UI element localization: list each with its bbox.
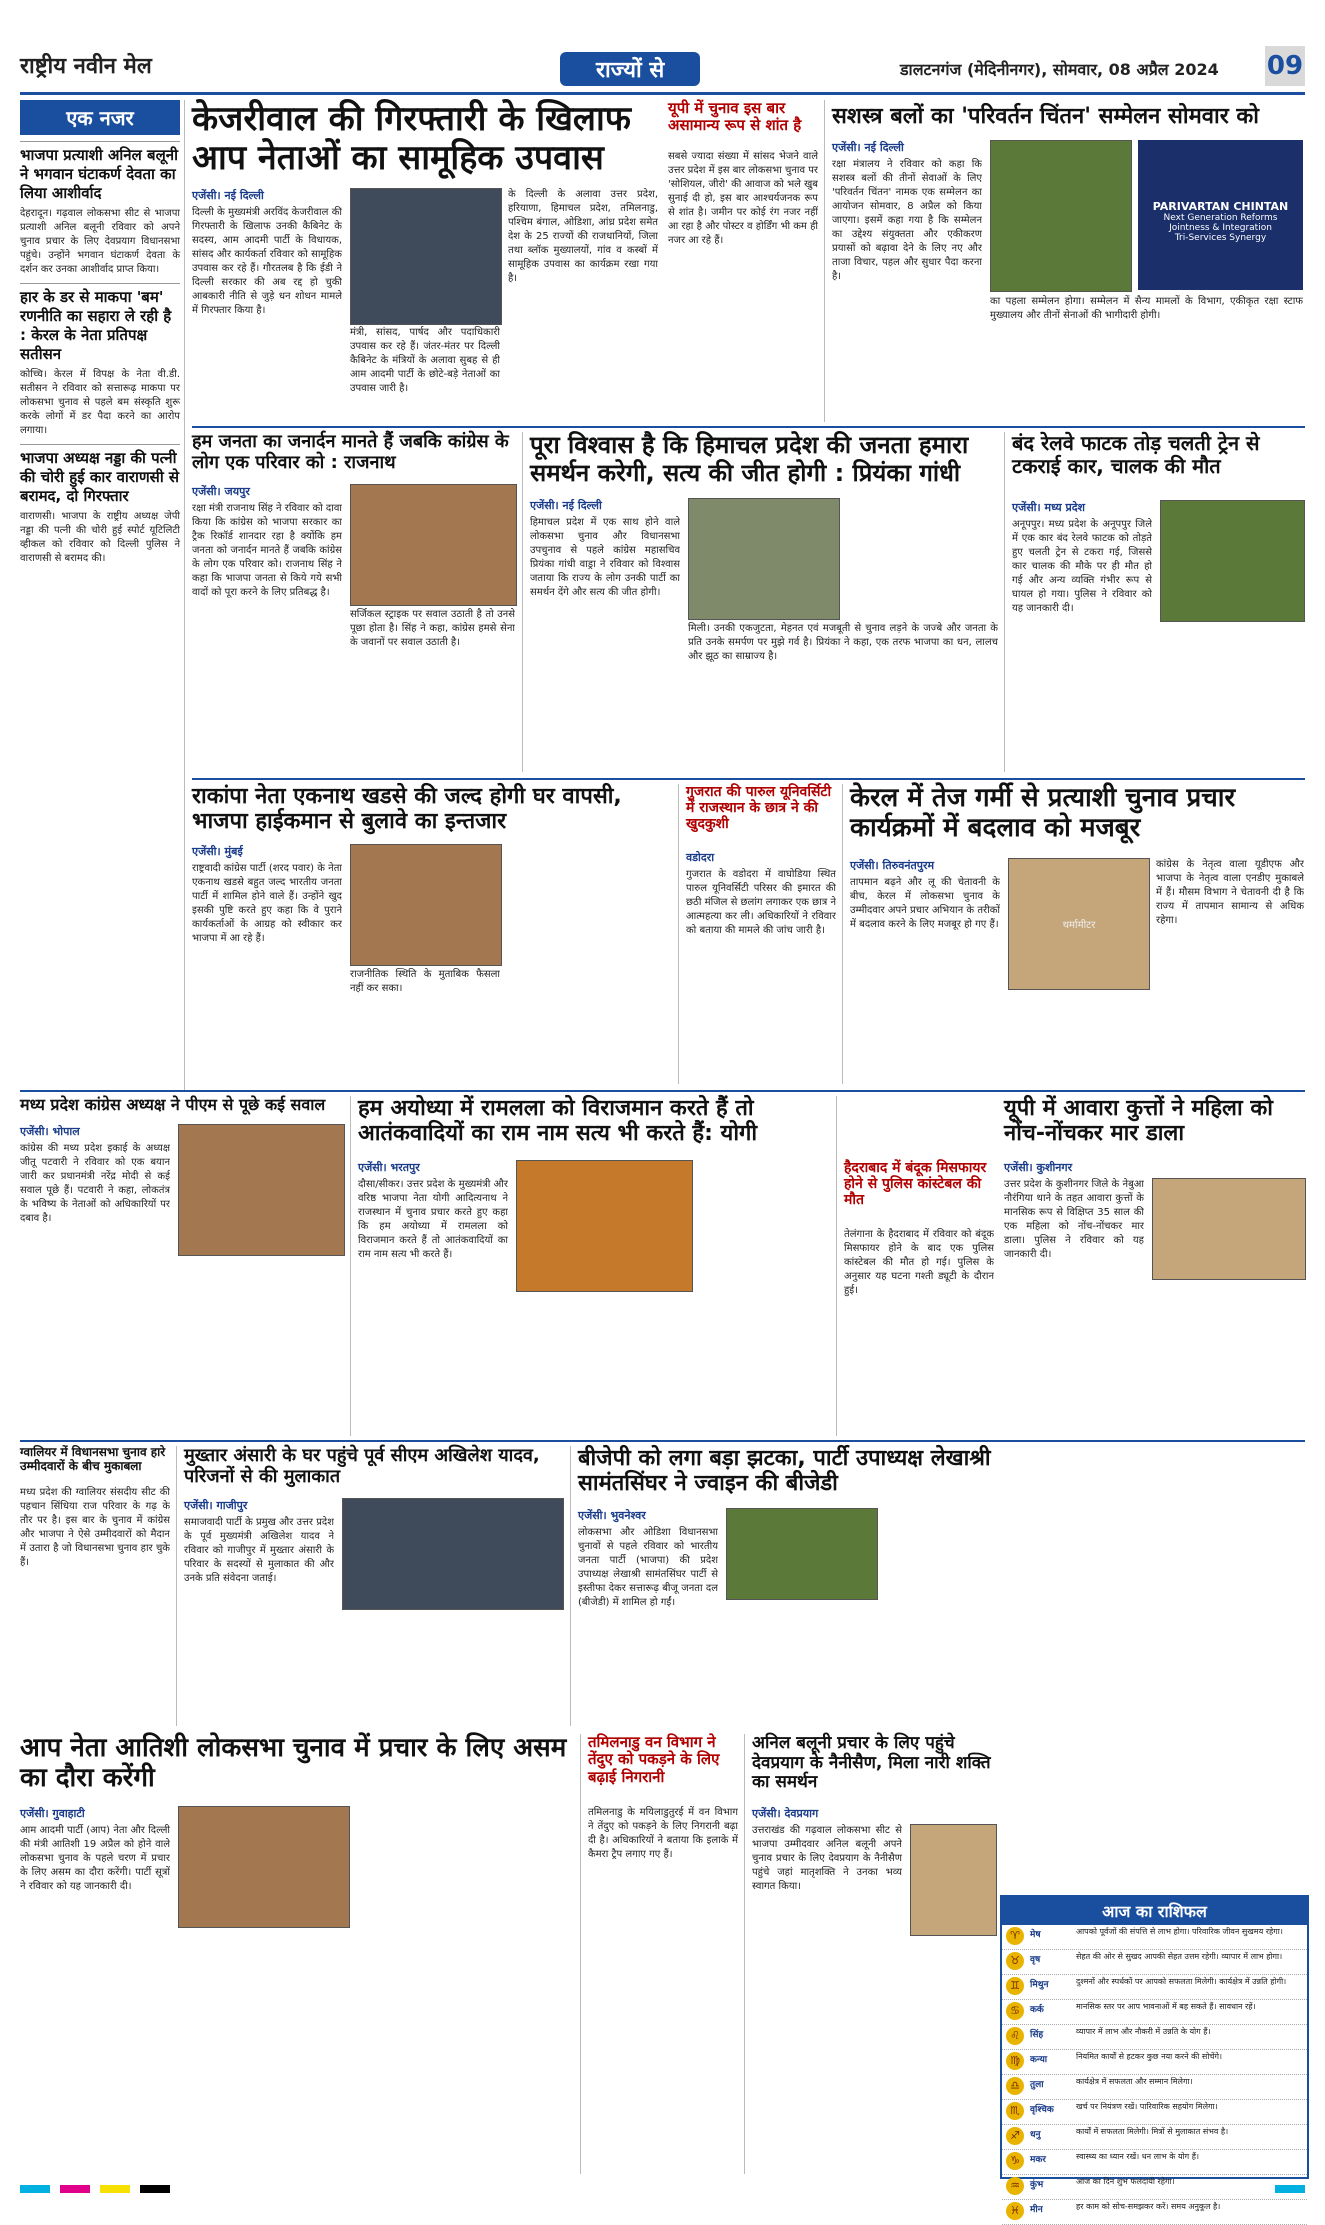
kerala-heat-body-continued: कांग्रेस के नेतृत्व वाला यूडीएफ और भाजपा के नेतृत्व वाला एनडीए मुकाबले में हैं। मौसम विभाग ने चेतावनी दी है कि राज्य में तापमान सामान्य से अधिक रहेगा।	[1156, 859, 1304, 926]
zodiac-prediction: हर काम को सोच-समझकर करें। समय अनुकूल है।	[1076, 2202, 1221, 2211]
rashifal-row	[1002, 1975, 1307, 2000]
column-divider	[350, 1096, 351, 1436]
level-crossing-headline: बंद रेलवे फाटक तोड़ चलती ट्रेन से टकराई कार, चालक की मौत	[1012, 431, 1260, 478]
parivartan-body: रक्षा मंत्रालय ने रविवार को कहा कि सशस्त्र बलों की तीनों सेवाओं के लिए 'परिवर्तन चिंतन' नामक एक सम्मेलन का आयोजन सोमवार, 8 अप्रैल को किया जाएगा। इसमें कहा गया है कि सम्मेलन का उद्देश्य संयुक्तता और एकीकरण प्रयासों को बढ़ावा देने के लिए नए और ताजा विचार, पहल और सुधार पैदा करना है।	[832, 159, 982, 282]
baluni-photo	[910, 1824, 997, 1936]
column-divider	[184, 100, 185, 1090]
zodiac-icon: ♊	[1006, 1977, 1024, 1995]
yellow-swatch	[100, 2185, 130, 2193]
rashifal-list	[1002, 1925, 1307, 2225]
parivartan-headline: सशस्त्र बलों का 'परिवर्तन चिंतन' सम्मेलन सोमवार को	[832, 104, 1259, 129]
yogi-headline: हम अयोध्या में रामलला को विराजमान करते हैं तो आतंकवादियों का राम नाम सत्य भी करते हैं: योगी	[358, 1096, 758, 1147]
brief-item	[20, 444, 180, 566]
zodiac-icon: ♎	[1006, 2077, 1024, 2095]
zodiac-prediction: व्यापार में लाभ और नौकरी में उन्नति के योग हैं।	[1076, 2027, 1211, 2036]
thermometer-caption: थर्मामीटर	[1062, 920, 1096, 931]
black-swatch	[140, 2185, 170, 2193]
rajnath-caption: सर्जिकल स्ट्राइक पर सवाल उठाती है तो उनसे पूछा होता है। सिंह ने कहा, कांग्रेस हमसे सेना के जवानों पर सवाल उठाती है।	[350, 609, 515, 648]
page-number: 09	[1265, 46, 1305, 86]
zodiac-prediction: आपको पूर्वजों की संपत्ति से लाभ होगा। परिवारिक जीवन सुखमय रहेगा।	[1076, 1927, 1283, 1936]
column-divider	[824, 100, 825, 422]
rashifal-title: आज का राशिफल	[1002, 1897, 1307, 1925]
cyan-swatch	[20, 2185, 50, 2193]
officer-photo	[990, 140, 1132, 292]
zodiac-prediction: खर्च पर नियंत्रण रखें। पारिवारिक सहयोग मिलेगा।	[1076, 2102, 1218, 2111]
zodiac-name: मेष	[1030, 1930, 1041, 1940]
row-divider	[192, 426, 1305, 428]
column-divider	[678, 784, 679, 1084]
khadse-caption: राजनीतिक स्थिति के मुताबिक फैसला नहीं कर सका।	[350, 969, 500, 994]
rajnath-headline: हम जनता का जनार्दन मानते हैं जबकि कांग्रेस के लोग एक परिवार को : राजनाथ	[192, 431, 509, 473]
zodiac-name: धनु	[1030, 2130, 1041, 2140]
zodiac-name: वृश्चिक	[1030, 2105, 1054, 2115]
baluni-byline: एजेंसी। देवप्रयाग	[752, 1807, 819, 1820]
poster-line: Jointness & Integration	[1169, 223, 1272, 233]
parul-headline: गुजरात की पारुल यूनिवर्सिटी में राजस्थान के छात्र ने की खुदकुशी	[686, 784, 832, 833]
column-divider	[744, 1734, 745, 2174]
bjd-byline: एजेंसी। भुवनेश्वर	[578, 1509, 646, 1522]
rashifal-row	[1002, 2075, 1307, 2100]
kerala-heat-body: तापमान बढ़ने और लू की चेतावनी के बीच, केरल में लोकसभा चुनाव के उम्मीदवार अपने प्रचार अभियान के तरीकों में बदलाव करने के लिए मजबूर हो गए हैं।	[850, 877, 1000, 930]
zodiac-prediction: आज का दिन शुभ फलदायी रहेगा।	[1076, 2177, 1175, 2186]
rashifal-row	[1002, 2100, 1307, 2125]
kejriwal-headline: केजरीवाल की गिरफ्तारी के खिलाफ आप नेताओं का सामूहिक उपवास	[192, 99, 631, 179]
mukhtar-headline: मुख्तार अंसारी के घर पहुंचे पूर्व सीएम अखिलेश यादव, परिजनों से की मुलाकात	[184, 1445, 540, 1487]
bjd-body: लोकसभा और ओडिशा विधानसभा चुनावों से पहले रविवार को भारतीय जनता पार्टी (भाजपा) की प्रदेश उपाध्यक्ष लेखाश्री सामंतसिंघर पार्टी से इस्तीफा देकर सत्तारूढ़ बीजू जनता दल (बीजेडी) में शामिल हो गईं।	[578, 1527, 718, 1608]
kerala-heat-headline: केरल में तेज गर्मी से प्रत्याशी चुनाव प्रचार कार्यक्रमों में बदलाव को मजबूर	[850, 783, 1236, 843]
row-divider	[192, 778, 1305, 780]
bjd-photo	[726, 1508, 878, 1600]
tn-forest-body: तमिलनाडु के मयिलाडुतुरई में वन विभाग ने तेंदुए को पकड़ने के लिए निगरानी बढ़ा दी है। अधिकारियों ने बताया कि इलाके में कैमरा ट्रैप लगाए गए हैं।	[588, 1807, 738, 1860]
zodiac-prediction: नियमित कार्यों से हटकर कुछ नया करने की सोचेंगे।	[1076, 2052, 1223, 2061]
zodiac-name: मिथुन	[1030, 1980, 1049, 1990]
kejriwal-caption: मंत्री, सांसद, पार्षद और पदाधिकारी उपवास कर रहे हैं। जंतर-मंतर पर दिल्ली कैबिनेट के मंत्रियों के अलावा सुबह से ही आम आदमी पार्टी के छोटे-बड़े नेताओं का उपवास जारी है।	[350, 327, 500, 394]
rashifal-row	[1002, 2025, 1307, 2050]
dateline: डालटनगंज (मेदिनीनगर), सोमवार, 08 अप्रैल 2024	[900, 60, 1219, 79]
brief-body: देहरादून। गढ़वाल लोकसभा सीट से भाजपा प्रत्याशी अनिल बलूनी रविवार को अपने चुनाव प्रचार के लिए देवप्रयाग विधानसभा पहुंचे। उन्होंने भगवान घंटाकर्ण देवता के दर्शन कर उनका आशीर्वाद प्राप्त किया।	[20, 208, 180, 275]
zodiac-name: तुला	[1030, 2080, 1044, 2090]
poster-line: Tri-Services Synergy	[1174, 233, 1267, 243]
rajnath-byline: एजेंसी। जयपुर	[192, 485, 250, 498]
parul-body: गुजरात के वडोदरा में वाघोडिया स्थित पारुल यूनिवर्सिटी परिसर की इमारत की छठी मंजिल से छलांग लगाकर एक छात्र ने आत्महत्या कर ली। अधिकारियों ने रविवार को बताया की मामले की जांच जारी है।	[686, 869, 836, 936]
zodiac-icon: ♑	[1006, 2152, 1024, 2170]
mukhtar-byline: एजेंसी। गाजीपुर	[184, 1499, 248, 1512]
gwalior-body: मध्य प्रदेश की ग्वालियर संसदीय सीट की पहचान सिंधिया राज परिवार के गढ़ के तौर पर है। इस बार के चुनाव में कांग्रेस और भाजपा ने ऐसे उम्मीदवारों को मैदान में उतारा है जो विधानसभा चुनाव हार चुके हैं।	[20, 1487, 170, 1568]
cyan-swatch	[1275, 2185, 1305, 2193]
brief-item	[20, 283, 180, 438]
up-election-body: सबसे ज्यादा संख्या में सांसद भेजने वाले उत्तर प्रदेश में इस बार लोकसभा चुनाव पर 'सोशियल, जीरो' की आवाज को भले खुब सुनाई दी हो, इस बार आश्चर्यजनक रूप से शांत है। जमीन पर कोई रंग नजर नहीं आ रहा है और पोस्टर व होर्डिंग भी कम ही नजर आ रहे हैं।	[668, 151, 818, 246]
baluni-body: उत्तराखंड की गढ़वाल लोकसभा सीट से भाजपा उम्मीदवार अनिल बलूनी अपने चुनाव प्रचार के लिए देवप्रयाग के नैनीसैण पहुंचे जहां मातृशक्ति ने उनका भव्य स्वागत किया।	[752, 1825, 902, 1892]
rashifal-row	[1002, 2000, 1307, 2025]
brief-headline: भाजपा प्रत्याशी अनिल बलूनी ने भगवान घंटाकर्ण देवता का लिया आशीर्वाद	[20, 146, 178, 202]
brief-item	[20, 141, 180, 277]
print-registration-bar	[20, 2185, 1305, 2193]
column-divider	[176, 1446, 177, 1726]
rashifal-row	[1002, 2200, 1307, 2225]
masthead	[20, 50, 1305, 88]
rashifal-row	[1002, 2050, 1307, 2075]
parivartan-byline: एजेंसी। नई दिल्ली	[832, 141, 904, 154]
mp-congress-byline: एजेंसी। भोपाल	[20, 1125, 80, 1138]
level-crossing-byline: एजेंसी। मध्य प्रदेश	[1012, 501, 1086, 514]
zodiac-name: मीन	[1030, 2205, 1043, 2215]
zodiac-name: कुंभ	[1030, 2180, 1044, 2190]
column-divider	[522, 432, 523, 772]
rashifal-box	[1000, 1895, 1309, 2217]
mp-congress-headline: मध्य प्रदेश कांग्रेस अध्यक्ष ने पीएम से पूछे कई सवाल	[20, 1095, 326, 1114]
rashifal-row	[1002, 2150, 1307, 2175]
priyanka-byline: एजेंसी। नई दिल्ली	[530, 499, 602, 512]
zodiac-name: सिंह	[1030, 2030, 1044, 2040]
atishi-headline: आप नेता आतिशी लोकसभा चुनाव में प्रचार के लिए असम का दौरा करेंगी	[20, 1733, 567, 1793]
zodiac-name: कन्या	[1030, 2055, 1048, 2065]
zodiac-icon: ♌	[1006, 2027, 1024, 2045]
row-divider	[20, 1090, 1305, 1092]
priyanka-body-continued: मिली। उनकी एकजुटता, मेहनत एवं मजबूती से चुनाव लड़ने के जज्बे और जनता के प्रति उनके समर्पण पर मुझे गर्व है। प्रियंका ने कहा, एक तरफ भाजपा का धन, लालच और झूठ का साम्राज्य है।	[688, 623, 998, 662]
column-divider	[580, 1734, 581, 2174]
zodiac-prediction: कार्यों में सफलता मिलेगी। मित्रों से मुलाकात संभव है।	[1076, 2127, 1229, 2136]
parivartan-body-continued: का पहला सम्मेलन होगा। सम्मेलन में सैन्य मामलों के विभाग, एकीकृत रक्षा स्टाफ मुख्यालय और तीनों सेनाओं की भागीदारी होगी।	[990, 296, 1303, 321]
baluni-headline: अनिल बलूनी प्रचार के लिए पहुंचे देवप्रयाग के नैनीसैण, मिला नारी शक्ति का समर्थन	[752, 1733, 991, 1793]
yogi-photo	[516, 1160, 693, 1292]
brief-headline: हार के डर से माकपा 'बम' रणनीति का सहारा ले रही है : केरल के नेता प्रतिपक्ष सतीसन	[20, 288, 172, 363]
level-crossing-body: अनूपपुर। मध्य प्रदेश के अनूपपुर जिले में एक कार बंद रेलवे फाटक को तोड़ते हुए चलती ट्रेन से टकरा गई, जिससे कार चालक की मौके पर ही मौत हो गई और अन्य व्यक्ति गंभीर रूप से घायल हो गया। पुलिस ने रविवार को यह जानकारी दी।	[1012, 519, 1152, 614]
parivartan-poster	[1138, 140, 1303, 290]
section-tag: राज्यों से	[560, 52, 700, 86]
zodiac-prediction: स्वास्थ्य का ध्यान रखें। धन लाभ के योग हैं।	[1076, 2152, 1199, 2161]
zodiac-icon: ♒	[1006, 2177, 1024, 2195]
hyderabad-headline: हैदराबाद में बंदूक मिसफायर होने से पुलिस कांस्टेबल की मौत	[844, 1160, 987, 1209]
zodiac-icon: ♈	[1006, 1927, 1024, 1945]
gwalior-headline: ग्वालियर में विधानसभा चुनाव हारे उम्मीदवारों के बीच मुकाबला	[20, 1445, 166, 1473]
patwari-photo	[178, 1124, 345, 1256]
zodiac-prediction: सेहत की ओर से सुखद आपकी सेहत उत्तम रहेगी। व्यापार में लाभ होगा।	[1076, 1952, 1283, 1961]
atishi-body: आम आदमी पार्टी (आप) नेता और दिल्ली की मंत्री आतिशी 19 अप्रैल को होने वाले लोकसभा चुनाव के पहले चरण में प्रचार के लिए असम का दौरा करेंगी। पार्टी सूत्रों ने रविवार को यह जानकारी दी।	[20, 1825, 170, 1892]
dogs-body: उत्तर प्रदेश के कुशीनगर जिले के नेबुआ नौरंगिया थाने के तहत आवारा कुत्तों के मानसिक रूप से विक्षिप्त 35 साल की एक महिला को नोंच-नोंचकर मार डाला। पुलिस ने रविवार को यह जानकारी दी।	[1004, 1179, 1144, 1260]
zodiac-name: मकर	[1030, 2155, 1046, 2165]
zodiac-prediction: मानसिक स्तर पर आप भावनाओं में बह सकते हैं। सावधान रहें।	[1076, 2002, 1256, 2011]
parul-byline: वडोदरा	[686, 851, 715, 864]
thermometer-photo	[1008, 858, 1150, 990]
kejriwal-byline: एजेंसी। नई दिल्ली	[192, 189, 264, 202]
atishi-byline: एजेंसी। गुवाहाटी	[20, 1807, 85, 1820]
priyanka-headline: पूरा विश्वास है कि हिमाचल प्रदेश की जनता हमारा समर्थन करेगी, सत्य की जीत होगी : प्रियंका गांधी	[530, 431, 969, 487]
priyanka-body: हिमाचल प्रदेश में एक साथ होने वाले लोकसभा चुनाव और विधानसभा उपचुनाव से पहले कांग्रेस महासचिव प्रियंका गांधी वाड्रा ने रविवार को विश्वास जताया कि राज्य के लोग उनकी पार्टी का समर्थन देंगे और सत्य की जीत होगी।	[530, 517, 680, 598]
dogs-byline: एजेंसी। कुशीनगर	[1004, 1161, 1073, 1174]
poster-line: Next Generation Reforms	[1163, 213, 1278, 223]
row-divider	[20, 1440, 1305, 1442]
atishi-photo	[178, 1806, 350, 1928]
rashifal-row	[1002, 1925, 1307, 1950]
akhilesh-photo	[342, 1498, 564, 1610]
zodiac-icon: ♋	[1006, 2002, 1024, 2020]
yogi-body: दौसा/सीकर। उत्तर प्रदेश के मुख्यमंत्री और वरिष्ठ भाजपा नेता योगी आदित्यनाथ ने राजस्थान में चुनाव प्रचार करते हुए कहा कि हम अयोध्या में रामलला को विराजमान करते हैं तो आतंकवादियों का राम नाम सत्य भी करते हैं।	[358, 1179, 508, 1260]
brief-body: कोच्चि। केरल में विपक्ष के नेता वी.डी. सतीसन ने रविवार को सत्तारूढ़ माकपा पर लोकसभा चुनाव से पहले बम संस्कृति शुरू करके लोगों में डर पैदा करने का आरोप लगाया।	[20, 369, 180, 436]
priyanka-photo	[688, 498, 840, 620]
magenta-swatch	[60, 2185, 90, 2193]
rajnath-body: रक्षा मंत्री राजनाथ सिंह ने रविवार को दावा किया कि कांग्रेस को भाजपा सरकार का ट्रैक रिकॉर्ड शानदार रहा है क्योंकि हम जनता को जनार्दन मानते हैं जबकि कांग्रेस के लोग एक परिवार को। राजनाथ सिंह ने कहा कि भाजपा जनता से किये गये सभी वादों को पूरा करने के लिए प्रतिबद्ध है।	[192, 503, 342, 598]
kejriwal-body: दिल्ली के मुख्यमंत्री अरविंद केजरीवाल की गिरफ्तारी के खिलाफ उनकी कैबिनेट के सदस्य, आम आदमी पार्टी के विधायक, सांसद और कार्यकर्ता रविवार को सामूहिक उपवास कर रहे हैं। गौरतलब है कि ईडी ने दिल्ली सरकार की अब रद्द हो चुकी आबकारी नीति से जुड़े धन शोधन मामले में गिरफ्तार किया है।	[192, 207, 342, 316]
column-divider	[570, 1446, 571, 1726]
zodiac-icon: ♏	[1006, 2102, 1024, 2120]
ek-nazar-title: एक नजर	[20, 100, 180, 135]
rashifal-row	[1002, 2125, 1307, 2150]
mukhtar-body: समाजवादी पार्टी के प्रमुख और उत्तर प्रदेश के पूर्व मुख्यमंत्री अखिलेश यादव ने रविवार को गाजीपुर में मुख्तार अंसारी के परिवार के सदस्यों से मुलाकात की और उनके प्रति संवेदना जताई।	[184, 1517, 334, 1584]
hyderabad-body: तेलंगाना के हैदराबाद में रविवार को बंदूक मिसफायर होने के बाद एक पुलिस कांस्टेबल की मौत हो गई। पुलिस के अनुसार यह घटना गश्ती ड्यूटी के दौरान हुई।	[844, 1229, 994, 1296]
kejriwal-photo	[350, 188, 502, 325]
tn-forest-headline: तमिलनाडु वन विभाग ने तेंदुए को पकड़ने के लिए बढ़ाई निगरानी	[588, 1733, 720, 1786]
zodiac-icon: ♉	[1006, 1952, 1024, 1970]
up-election-headline: यूपी में चुनाव इस बार असामान्य रूप से शांत है	[668, 99, 802, 135]
ek-nazar-column	[20, 100, 180, 566]
bjd-headline: बीजेपी को लगा बड़ा झटका, पार्टी उपाध्यक्ष लेखाश्री सामंतसिंघर ने ज्वाइन की बीजेडी	[578, 1446, 991, 1497]
masthead-rule	[20, 92, 1305, 95]
zodiac-name: कर्क	[1030, 2005, 1044, 2015]
column-divider	[1004, 432, 1005, 772]
kejriwal-body-continued: के दिल्ली के अलावा उत्तर प्रदेश, हरियाणा, हिमाचल प्रदेश, तमिलनाडु, पश्चिम बंगाल, ओडिशा, आंध्र प्रदेश समेत देश के 25 राज्यों की राजधानियों, जिला तथा ब्लॉक मुख्यालयों, गांव व कस्बों में सामूहिक उपवास का कार्यक्रम रखा गया है।	[508, 189, 658, 284]
column-divider	[836, 1096, 837, 1436]
poster-title: PARIVARTAN CHINTAN	[1152, 200, 1289, 213]
khadse-photo	[350, 844, 502, 966]
brief-body: वाराणसी। भाजपा के राष्ट्रीय अध्यक्ष जेपी नड्डा की पत्नी की चोरी हुई स्पोर्ट यूटिलिटी व्हीकल को रविवार को दिल्ली पुलिस ने वाराणसी से बरामद की।	[20, 511, 180, 564]
khadse-body: राष्ट्रवादी कांग्रेस पार्टी (शरद पवार) के नेता एकनाथ खडसे बहुत जल्द भारतीय जनता पार्टी में शामिल होने वाले हैं। उन्होंने खुद इसकी पुष्टि करते हुए कहा कि वे पुराने कार्यकर्ताओं के आग्रह को स्वीकार कर भाजपा में आ रहे हैं।	[192, 863, 342, 944]
accident-photo	[1160, 500, 1305, 622]
dogs-headline: यूपी में आवारा कुत्तों ने महिला को नोंच-नोंचकर मार डाला	[1004, 1096, 1273, 1147]
zodiac-icon: ♍	[1006, 2052, 1024, 2070]
zodiac-prediction: कार्यक्षेत्र में सफलता और सम्मान मिलेगा।	[1076, 2077, 1193, 2086]
khadse-byline: एजेंसी। मुंबई	[192, 845, 243, 858]
brief-headline: भाजपा अध्यक्ष नड्डा की पत्नी की चोरी हुई कार वाराणसी से बरामद, दो गिरफ्तार	[20, 449, 180, 505]
yogi-byline: एजेंसी। भरतपुर	[358, 1161, 420, 1174]
zodiac-icon: ♐	[1006, 2127, 1024, 2145]
dogs-photo	[1152, 1178, 1306, 1280]
column-divider	[842, 784, 843, 1084]
kerala-heat-byline: एजेंसी। तिरुवनंतपुरम	[850, 859, 935, 872]
mp-congress-body: कांग्रेस की मध्य प्रदेश इकाई के अध्यक्ष जीतू पटवारी ने रविवार को एक बयान जारी कर प्रधानमंत्री नरेंद्र मोदी से कई सवाल पूछे हैं। पटवारी ने कहा, लोकतंत्र के भविष्य के नेताओं को अधिकारियों पर दबाव है।	[20, 1143, 170, 1224]
zodiac-name: वृष	[1030, 1955, 1041, 1965]
zodiac-icon: ♓	[1006, 2202, 1024, 2220]
rashifal-row	[1002, 1950, 1307, 1975]
khadse-headline: राकांपा नेता एकनाथ खडसे की जल्द होगी घर वापसी, भाजपा हाईकमान से बुलावे का इन्तजार	[192, 784, 622, 835]
zodiac-prediction: दुश्मनों और स्पर्धकों पर आपको सफलता मिलेगी। कार्यक्षेत्र में उन्नति होगी।	[1076, 1977, 1287, 1986]
paper-name: राष्ट्रीय नवीन मेल	[20, 54, 152, 79]
rajnath-photo	[350, 484, 517, 606]
